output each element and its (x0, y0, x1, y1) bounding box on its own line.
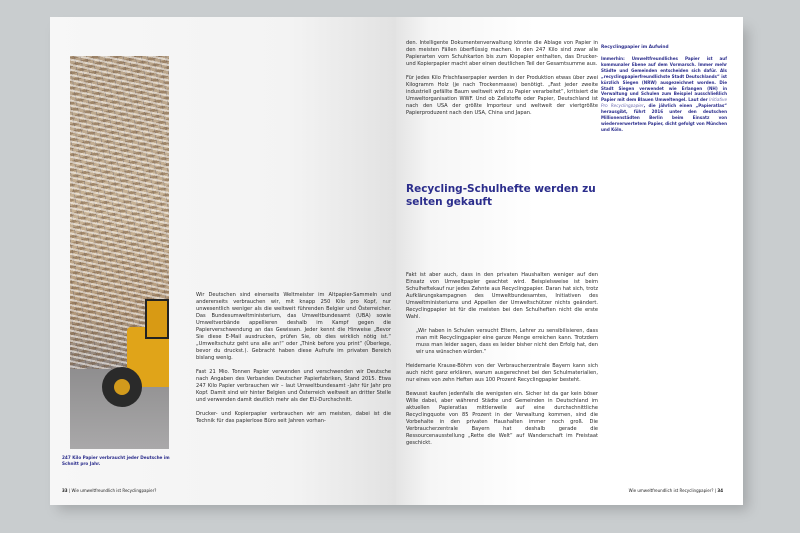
photo-caption: 247 Kilo Papier verbraucht jeder Deutsche im Schnitt pro Jahr. (62, 455, 170, 466)
page-number: 33 (62, 488, 68, 493)
photo-loader-cab (145, 299, 169, 339)
paragraph: Fakt ist aber auch, dass in den privaten Haushalten weniger auf den Einsatz von Umweltpapier geachtet wird. Beispielsweise ist beim Schulheftekauf nur jedes Zehnte aus Recyclingpapier. Daran hat sich, trotz Aufklärungskampagnen des Umweltbundesamtes, Initiativen des Umweltministeriums und Appellen der Umweltschützer nichts geändert. Recyclingpapier ist für die meisten bei den Schulheften nicht die erste Wahl. (406, 272, 598, 320)
left-footer (62, 488, 156, 493)
footer-title: Wie umweltfreundlich ist Recyclingpapier? (628, 488, 714, 493)
paragraph: Wir Deutschen sind einerseits Weltmeister im Altpapier-Sammeln und andererseits verbrauchen wir, mit knapp 250 Kilo pro Kopf, nur unwesentlich weniger als die weltweit führenden Belgier und Österreicher. Das Bundesumweltministerium, das Umweltbundesamt (UBA) sowie Umweltverbände appellieren deshalb im Kampf gegen die Papierverschwendung an das Gewissen. Jeder kennt die Hinweise „Bevor Sie diese E-Mail ausdrucken, prüfen Sie, ob dies wirklich nötig ist.“ „Umweltschutz geht uns alle an!“ oder „Think before you print“ (Überlege, bevor du druckst.). Gebracht haben diese Aufrufe im privaten Bereich bislang wenig. (196, 292, 391, 361)
right-footer (629, 488, 723, 493)
sidebar-initiative-name: Initiative Pro Recyclingpapier (601, 97, 727, 109)
page-number: 34 (717, 488, 723, 493)
sidebar-body (601, 56, 727, 133)
paragraph: Fast 21 Mio. Tonnen Papier verwenden und verschwenden wir Deutsche nach Angaben des Verbandes Deutscher Papierfabriken, Stand 2015. Etwa 247 Kilo Papier verbrauchen wir – laut Umweltbundesamt -Jahr für Jahr pro Kopf. Damit sind wir hinter Belgien und Österreich weltweit an dritter Stelle und verwenden damit deutlich mehr als der EU-Durchschnitt. (196, 369, 391, 403)
quote: „Wir haben in Schulen versucht Eltern, Lehrer zu sensibilisieren, dass man mit Recyclingpapier eine ganze Menge erreichen kann. Trotzdem muss man leider sagen, dass es leider bisher nicht den Erfolg hat, den wir uns wünschen würden.“ (416, 328, 598, 355)
right-top-column (406, 40, 598, 124)
paragraph: Drucker- und Kopierpapier verbrauchen wir am meisten, dabei ist die Technik für das papierlose Büro seit Jahren vorhan- (196, 411, 391, 424)
photo-paper-bales (70, 56, 169, 449)
left-body-column (196, 292, 391, 432)
right-page (396, 17, 743, 505)
sidebar-text: Immerhin: Umweltfreundliches Papier ist auf kommunaler Ebene auf dem Vormarsch. Immer mehr Städte und Gemeinden entscheiden sich dafür. Als „recyclingpapierfreundlichste Stadt Deutschlands“ ist kürzlich Siegen (NRW) ausgezeichnet worden. Die Stadt Siegen verwendet wie Erlangen (NH) in Verwaltung und Schulen zum Beispiel ausschließlich Papier mit dem Blauen Umweltengel. Laut der (601, 56, 727, 103)
sidebar-box (601, 45, 727, 133)
sidebar-text: , die jährlich einen „Papieratlas“ herausgibt, führt 2016 unter den deutschen Millionenstädten Berlin beim Einsatz von wiederverwertetem Papier, dicht gefolgt von München und Köln. (601, 103, 727, 132)
sidebar-title: Recyclingpapier im Aufwind (601, 45, 669, 50)
paragraph: Bewusst kaufen jedenfalls die wenigsten ein. Sicher ist da gar kein böser Wille dabei, aber während Städte und Gemeinden in Deutschland im aktuellen Papieratlas mittlerweile auf eine durchschnittliche Recyclingquote von 85 Prozent in der Verwaltung kommen, sind die Vorbehalte in den privaten Haushalten immer noch groß. Die Verbraucherzentrale Bayern hat deshalb gerade die Ressourcenausstellung „Rette die Welt“ auf Wanderschaft im Freistaat geschickt. (406, 391, 598, 446)
section-heading: Recycling-Schulhefte werden zu selten gekauft (406, 183, 596, 208)
paragraph: den. Intelligente Dokumentenverwaltung könnte die Ablage von Papier in den meisten Fällen überflüssig machen. In den 247 Kilo sind zwar alle Papierarten vom Schuhkarton bis zum Klopapier enthalten, das Drucker- und Kopierpapier macht aber einen deutlichen Teil der Gesamtsumme aus. (406, 40, 598, 67)
left-page (50, 17, 396, 505)
paragraph: Für jedes Kilo Frischfaserpapier werden in der Produktion etwas über zwei Kilogramm Holz (je nach Trockenmasse) benötigt. „Fast jeder zweite industriell gefällte Baum weltweit wird zu Papier verarbeitet“, kritisiert die Umweltorganisation WWF. Und ob Zellstoffe oder Papier, Deutschland ist nach den USA der größte Importeur und weltweit der viertgrößte Papierproduzent nach den USA, China und Japan. (406, 75, 598, 116)
photo-loader-hub (114, 379, 130, 395)
footer-separator: | (68, 488, 72, 493)
footer-title: Wie umweltfreundlich ist Recyclingpapier? (71, 488, 157, 493)
footer-separator: | (714, 488, 718, 493)
paragraph: Heidemarie Krause-Böhm von der Verbraucherzentrale Bayern kann sich auch nicht ganz erklären, warum ausgerechnet bei den Schulmaterialien, nur eines von zehn Heften aus 100 Prozent Recyclingpapier besteht. (406, 363, 598, 383)
right-body-column (406, 272, 598, 454)
